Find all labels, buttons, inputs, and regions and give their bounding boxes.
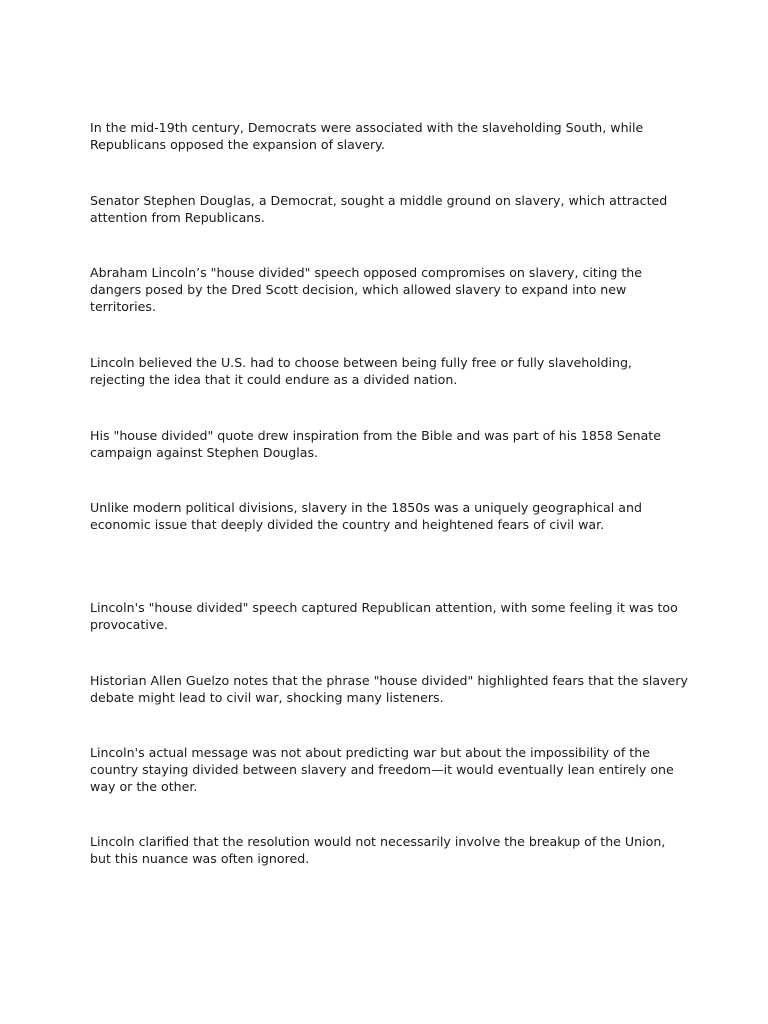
paragraph-9: Lincoln's actual message was not about predicting war but about the impossibility of the country staying divided between slavery and freedom—it would eventually lean entirely one way or the other.	[90, 745, 674, 795]
paragraph-3: Abraham Lincoln’s "house divided" speech opposed compromises on slavery, citing the dangers posed by the Dred Scott decision, which allowed slavery to expand into new territories.	[90, 265, 643, 315]
paragraph-10: Lincoln clarified that the resolution would not necessarily involve the breakup of the Union, but this nuance was often ignored.	[90, 834, 666, 867]
paragraph-7: Lincoln's "house divided" speech captured Republican attention, with some feeling it was too provocative.	[90, 600, 678, 633]
paragraph-2: Senator Stephen Douglas, a Democrat, sought a middle ground on slavery, which attracted attention from Republicans.	[90, 193, 668, 226]
paragraph-5: His "house divided" quote drew inspiration from the Bible and was part of his 1858 Senate campaign against Stephen Douglas.	[90, 428, 661, 461]
paragraph-1: In the mid-19th century, Democrats were associated with the slaveholding South, while Republicans opposed the expansion of slavery.	[90, 120, 644, 153]
paragraph-8: Historian Allen Guelzo notes that the phrase "house divided" highlighted fears that the slavery debate might lead to civil war, shocking many listeners.	[90, 673, 688, 706]
paragraph-4: Lincoln believed the U.S. had to choose between being fully free or fully slaveholding, rejecting the idea that it could endure as a divided nation.	[90, 355, 632, 388]
paragraph-6: Unlike modern political divisions, slavery in the 1850s was a uniquely geographical and economic issue that deeply divided the country and heightened fears of civil war.	[90, 500, 642, 533]
